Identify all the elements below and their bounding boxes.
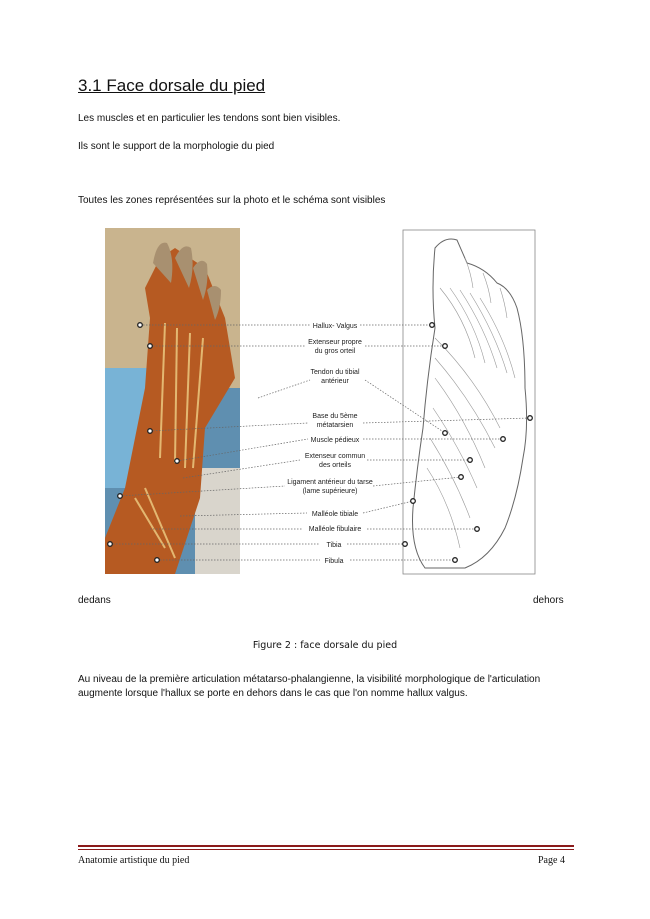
label-extenseur-commun-1: Extenseur commun <box>304 453 366 460</box>
label-fibula: Fibula <box>324 558 344 565</box>
label-tendon-tibial-1: Tendon du tibial <box>310 369 360 376</box>
foot-schematic <box>403 230 535 574</box>
label-base-5eme-2: métatarsien <box>316 422 354 429</box>
label-hallux-valgus: Hallux- Valgus <box>312 323 358 330</box>
paragraph-3: Toutes les zones représentées sur la photo et le schéma sont visibles <box>78 195 386 206</box>
section-heading: 3.1 Face dorsale du pied <box>78 76 266 95</box>
label-base-5eme-1: Base du 5ème <box>312 413 358 420</box>
label-dehors: dehors <box>533 595 564 606</box>
label-dedans: dedans <box>78 595 111 606</box>
page-number: Page 4 <box>538 855 565 866</box>
paragraph-1: Les muscles et en particulier les tendons sont bien visibles. <box>78 113 341 124</box>
label-malleole-tibiale: Malléole tibiale <box>311 511 359 518</box>
label-extenseur-propre-1: Extenseur propre <box>308 339 362 346</box>
footer-rule-thin <box>78 849 574 850</box>
label-muscle-pedieux: Muscle pédieux <box>310 437 360 444</box>
label-tibia: Tibia <box>326 542 342 549</box>
footer-title: Anatomie artistique du pied <box>78 855 190 866</box>
label-extenseur-commun-2: des orteils <box>319 462 351 469</box>
paragraph-4: Au niveau de la première articulation métatarso-phalangienne, la visibilité morphologique de l'articulation augmente lorsque l'hallux se porte en dehors dans le cas que l'on nomme hallux valgus. <box>78 674 541 699</box>
footer-rule <box>78 845 574 847</box>
label-tendon-tibial-2: antérieur <box>321 378 349 385</box>
label-ligament-1: Ligament antérieur du tarse <box>287 479 373 486</box>
figure-caption: Figure 2 : face dorsale du pied <box>252 640 398 651</box>
label-ligament-2: (lame supérieure) <box>302 488 358 495</box>
foot-figure <box>105 228 540 576</box>
label-malleole-fibulaire: Malléole fibulaire <box>308 526 362 533</box>
paragraph-2: Ils sont le support de la morphologie du pied <box>78 141 275 152</box>
label-extenseur-propre-2: du gros orteil <box>314 348 356 355</box>
foot-photo <box>105 228 240 574</box>
